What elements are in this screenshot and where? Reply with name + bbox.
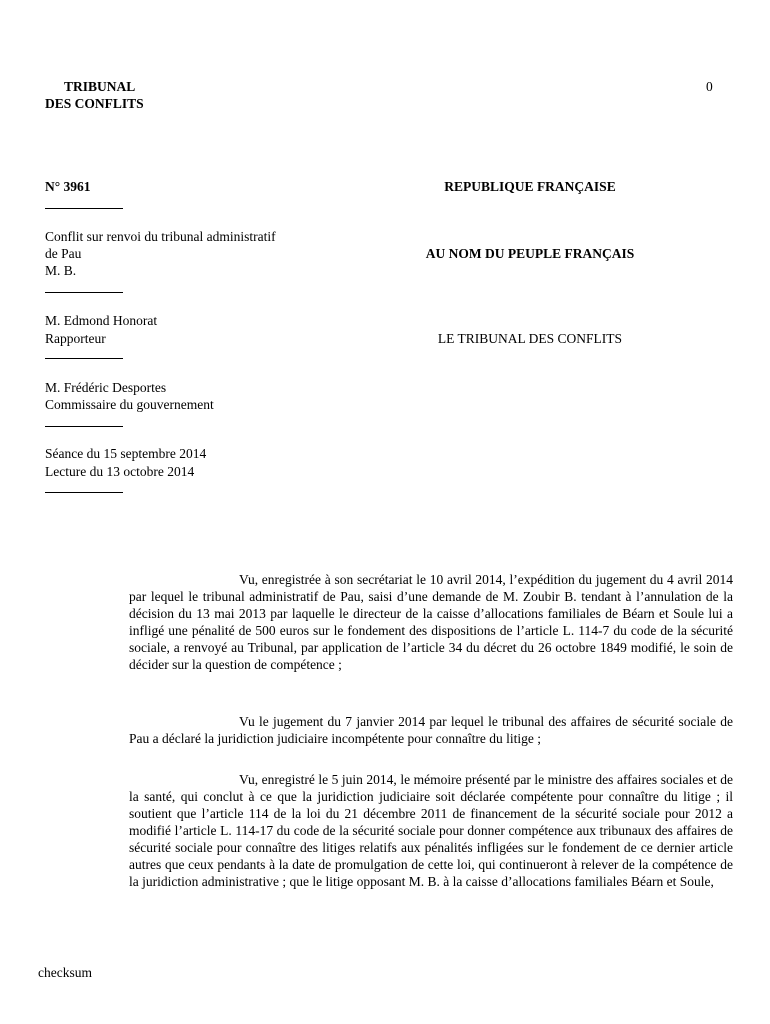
separator-rule	[45, 358, 123, 359]
paragraph-3-text: Vu, enregistré le 5 juin 2014, le mémoire présenté par le ministre des affaires sociales et de la santé, qui conclut à ce que la juridiction judiciaire soit déclarée compétente pour connaître du litige ; il soutient que l’article 114 de la loi du 21 décembre 2011 de financement de la sécurité sociale pour 2012 a modifié l’article L. 114-17 du code de la sécurité sociale pour donner compétence aux tribunaux des affaires de sécurité sociale pour connaître des litiges relatifs aux pénalités infligées sur le fondement de ce dernier article autres que ceux pendants à la date de promulgation de cette loi, qui continueront à relever de la compétence de la juridiction administrative ; que le litige opposant M. B. à la caisse d’allocations familiales Béarn et Soule,	[129, 772, 733, 889]
separator-rule	[45, 426, 123, 427]
rapporteur-role: Rapporteur	[45, 331, 106, 346]
separator-rule	[45, 208, 123, 209]
court-name-line1: TRIBUNAL	[64, 79, 136, 94]
paragraph-2-text: Vu le jugement du 7 janvier 2014 par lequel le tribunal des affaires de sécurité sociale de Pau a déclaré la juridiction judiciaire incompétente pour connaître du litige ;	[129, 714, 733, 746]
commissaire-name: M. Frédéric Desportes	[45, 380, 167, 395]
page-number: 0	[706, 79, 713, 94]
paragraph-2	[129, 713, 733, 747]
paragraph-1	[129, 571, 733, 673]
paragraph-3	[129, 771, 733, 890]
commissaire-role: Commissaire du gouvernement	[45, 397, 214, 412]
separator-rule	[45, 292, 123, 293]
conflict-party: M. B.	[45, 263, 77, 278]
au-nom-heading: AU NOM DU PEUPLE FRANÇAIS	[425, 246, 635, 261]
tribunal-heading: LE TRIBUNAL DES CONFLITS	[437, 331, 623, 346]
court-name-line2: DES CONFLITS	[45, 96, 144, 111]
seance-date: Séance du 15 septembre 2014	[45, 446, 207, 461]
conflict-description-line2: de Pau	[45, 246, 82, 261]
case-number: N° 3961	[45, 179, 91, 194]
checksum-footer: checksum	[38, 965, 92, 980]
separator-rule	[45, 492, 123, 493]
paragraph-1-text: Vu, enregistrée à son secrétariat le 10 avril 2014, l’expédition du jugement du 4 avril 2014 par lequel le tribunal administratif de Pau, saisi d’une demande de M. Zoubir B. tendant à l’annulation de la décision du 13 mai 2013 par laquelle le directeur de la caisse d’allocations familiales de Béarn et Soule lui a infligé une pénalité de 500 euros sur le fondement des dispositions de l’article L. 114-7 du code de la sécurité sociale, a renvoyé au Tribunal, par application de l’article 34 du décret du 26 octobre 1849 modifié, le soin de décider sur la question de compétence ;	[129, 572, 733, 672]
lecture-date: Lecture du 13 octobre 2014	[45, 464, 195, 479]
conflict-description-line1: Conflit sur renvoi du tribunal administratif	[45, 229, 276, 244]
republique-heading: REPUBLIQUE FRANÇAISE	[444, 179, 616, 194]
rapporteur-name: M. Edmond Honorat	[45, 313, 158, 328]
